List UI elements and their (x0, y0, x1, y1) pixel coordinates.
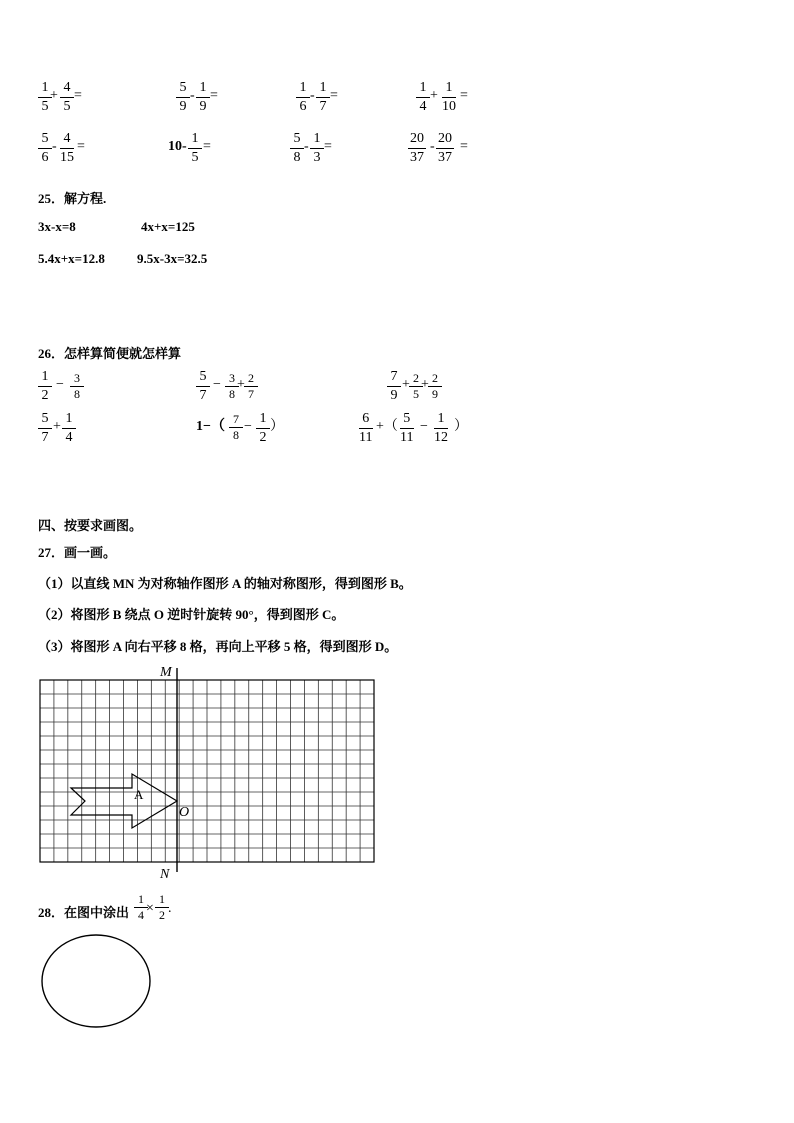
fraction: $\frac{4}{15}$ (60, 131, 74, 165)
equals-sign: = (210, 88, 218, 103)
operator: + (421, 377, 429, 392)
drawing-grid[interactable] (30, 660, 390, 882)
fraction: $\frac{1}{4}$ (62, 411, 76, 446)
label-o: O (179, 805, 190, 820)
equals-sign: = (330, 88, 338, 103)
fraction: $\frac{5}{9}$ (176, 80, 190, 115)
equation: 5.4x+x=12.8 (38, 251, 105, 266)
fraction: $\frac{1}{3}$ (310, 131, 324, 166)
operator: − (213, 377, 221, 392)
operator: + (237, 377, 245, 392)
fraction: $\frac{5}{11}$ (400, 411, 414, 445)
fraction: $\frac{20}{37}$ (410, 131, 424, 165)
fraction: $\frac{7}{9}$ (387, 369, 401, 404)
grid-lines (40, 680, 374, 862)
fraction: $\frac{5}{6}$ (38, 131, 52, 166)
equals-sign: = (460, 88, 468, 103)
circle-shape[interactable] (38, 932, 154, 1030)
operator: + (53, 419, 61, 434)
operator: ） (270, 419, 284, 434)
fraction: $\frac{7}{8}$ (229, 413, 243, 442)
operator: − (244, 419, 252, 434)
fraction: $\frac{6}{11}$ (359, 411, 373, 445)
operator: + (50, 88, 58, 103)
fraction: $\frac{1}{6}$ (296, 80, 310, 115)
equation: 4x+x=125 (141, 219, 195, 234)
fraction: $\frac{1}{2}$ (38, 369, 52, 404)
fraction: $\frac{1}{10}$ (442, 80, 456, 114)
operator: - (304, 139, 309, 154)
operator: - (310, 88, 315, 103)
label-a: A (134, 787, 144, 802)
fraction: $\frac{2}{5}$ (409, 372, 423, 401)
fraction: $\frac{1}{9}$ (196, 80, 210, 115)
operator: 10- (168, 139, 187, 154)
operator: +（ (376, 419, 398, 434)
equals-sign: = (460, 139, 468, 154)
fraction: $\frac{20}{37}$ (438, 131, 452, 165)
equation: 3x-x=8 (38, 219, 76, 234)
label-n: N (160, 867, 170, 882)
equals-sign: = (203, 139, 211, 154)
operator: . (168, 901, 172, 916)
q25-title: 25．解方程. (38, 191, 107, 206)
operator: − (420, 419, 428, 434)
fraction: $\frac{2}{9}$ (428, 372, 442, 401)
q27-item-2: （2）将图形 B 绕点 O 逆时针旋转 90°，得到图形 C。 (38, 607, 345, 622)
equals-sign: = (324, 139, 332, 154)
operator: × (146, 901, 154, 916)
fraction: $\frac{5}{8}$ (290, 131, 304, 166)
fraction: $\frac{1}{12}$ (434, 411, 448, 445)
label-m: M (160, 665, 172, 680)
equals-sign: = (77, 139, 85, 154)
operator: - (52, 139, 57, 154)
fraction: $\frac{1}{7}$ (316, 80, 330, 115)
fraction: $\frac{1}{4}$ (416, 80, 430, 115)
operator: 1−（ (196, 419, 225, 434)
fraction: $\frac{5}{7}$ (38, 411, 52, 446)
operator: - (190, 88, 195, 103)
equation: 9.5x-3x=32.5 (137, 251, 208, 266)
q26-title: 26．怎样算简便就怎样算 (38, 346, 182, 361)
fraction: $\frac{1}{4}$ (134, 893, 148, 922)
q27-item-3: （3）将图形 A 向右平移 8 格，再向上平移 5 格，得到图形 D。 (38, 639, 398, 654)
operator: − (56, 377, 64, 392)
fraction: $\frac{3}{8}$ (225, 372, 239, 401)
fraction: $\frac{1}{2}$ (256, 411, 270, 446)
fraction: $\frac{1}{2}$ (155, 893, 169, 922)
operator: - (430, 139, 435, 154)
operator: ） (454, 419, 468, 434)
operator: + (402, 377, 410, 392)
fraction: $\frac{4}{5}$ (60, 80, 74, 115)
fraction: $\frac{5}{7}$ (196, 369, 210, 404)
fraction: $\frac{1}{5}$ (38, 80, 52, 115)
fraction: $\frac{2}{7}$ (244, 372, 258, 401)
q28-prefix: 28．在图中涂出 (38, 905, 130, 920)
section-title: 四、按要求画图。 (38, 518, 143, 533)
operator: + (430, 88, 438, 103)
q27-title: 27．画一画。 (38, 545, 117, 560)
fraction: $\frac{1}{5}$ (188, 131, 202, 166)
equals-sign: = (74, 88, 82, 103)
fraction: $\frac{3}{8}$ (70, 372, 84, 401)
q27-item-1: （1）以直线 MN 为对称轴作图形 A 的轴对称图形，得到图形 B。 (38, 576, 412, 591)
